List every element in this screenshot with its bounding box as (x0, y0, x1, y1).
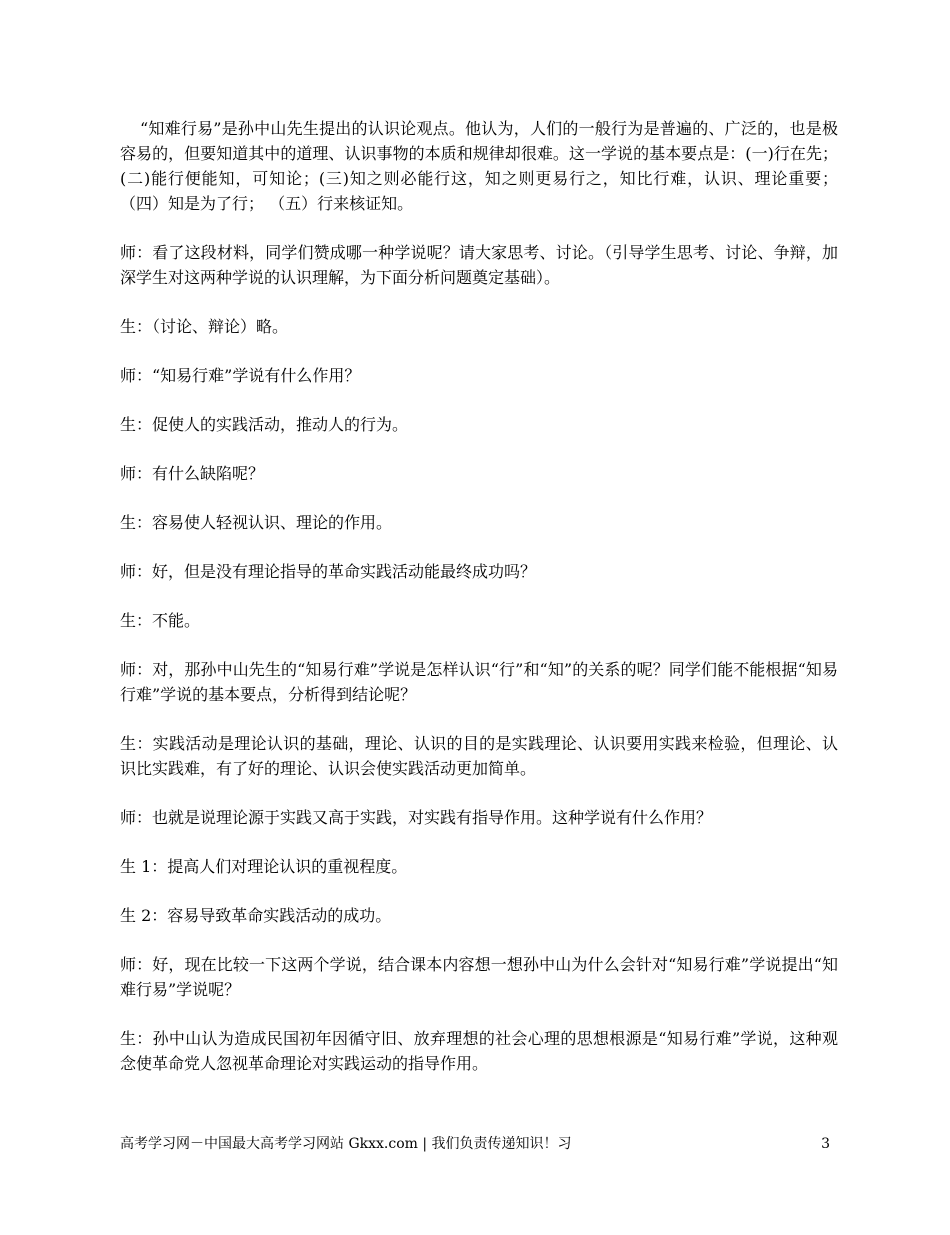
paragraph-student-2: 生：促使人的实践活动，推动人的行为。 (120, 415, 409, 434)
paragraph-teacher-1: 师：看了这段材料，同学们赞成哪一种学说呢？请大家思考、讨论。（引导学生思考、讨论、争辩，加深学生对这两种学说的认识理解，为下面分析问题奠定基础）。 (120, 243, 838, 287)
paragraph-student-1: 生：（讨论、辩论）略。 (120, 317, 289, 336)
paragraph-student-4: 生：不能。 (120, 611, 201, 630)
paragraph-student-3: 生：容易使人轻视认识、理论的作用。 (120, 513, 393, 532)
paragraph-teacher-4: 师：好，但是没有理论指导的革命实践活动能最终成功吗？ (120, 562, 537, 581)
paragraph-teacher-2: 师：“知易行难”学说有什么作用？ (120, 366, 361, 385)
paragraph-teacher-6: 师：也就是说理论源于实践又高于实践，对实践有指导作用。这种学说有什么作用？ (120, 808, 713, 827)
paragraph-teacher-3: 师：有什么缺陷呢？ (120, 464, 265, 483)
page-number: 3 (821, 1136, 830, 1152)
paragraph-student-7: 生 2：容易导致革命实践活动的成功。 (120, 906, 392, 925)
paragraph-teacher-5: 师：对，那孙中山先生的“知易行难”学说是怎样认识“行”和“知”的关系的呢？同学们能不能根据“知易行难”学说的基本要点，分析得到结论呢？ (120, 660, 838, 704)
page-footer (120, 1133, 838, 1155)
paragraph-student-6: 生 1：提高人们对理论认识的重视程度。 (120, 857, 408, 876)
paragraph-intro: “知难行易”是孙中山先生提出的认识论观点。他认为，人们的一般行为是普遍的、广泛的，也是极容易的，但要知道其中的道理、认识事物的本质和规律却很难。这一学说的基本要点是：(一)行在先；(二)能行便能知，可知论；(三)知之则必能行这，知之则更易行之，知比行难，认识、理论重要； （四）知是为了行； （五）行来核证知。 (120, 119, 838, 213)
document-body (120, 116, 838, 1100)
footer-text: 高考学习网－中国最大高考学习网站 Gkxx.com | 我们负责传递知识！习 (120, 1136, 572, 1152)
paragraph-student-5: 生：实践活动是理论认识的基础，理论、认识的目的是实践理论、认识要用实践来检验，但理论、认识比实践难，有了好的理论、认识会使实践活动更加简单。 (120, 734, 838, 778)
paragraph-student-8: 生：孙中山认为造成民国初年因循守旧、放弃理想的社会心理的思想根源是“知易行难”学说，这种观念使革命党人忽视革命理论对实践运动的指导作用。 (120, 1029, 838, 1073)
paragraph-teacher-7: 师：好，现在比较一下这两个学说，结合课本内容想一想孙中山为什么会针对“知易行难”学说提出“知难行易”学说呢？ (120, 955, 838, 999)
